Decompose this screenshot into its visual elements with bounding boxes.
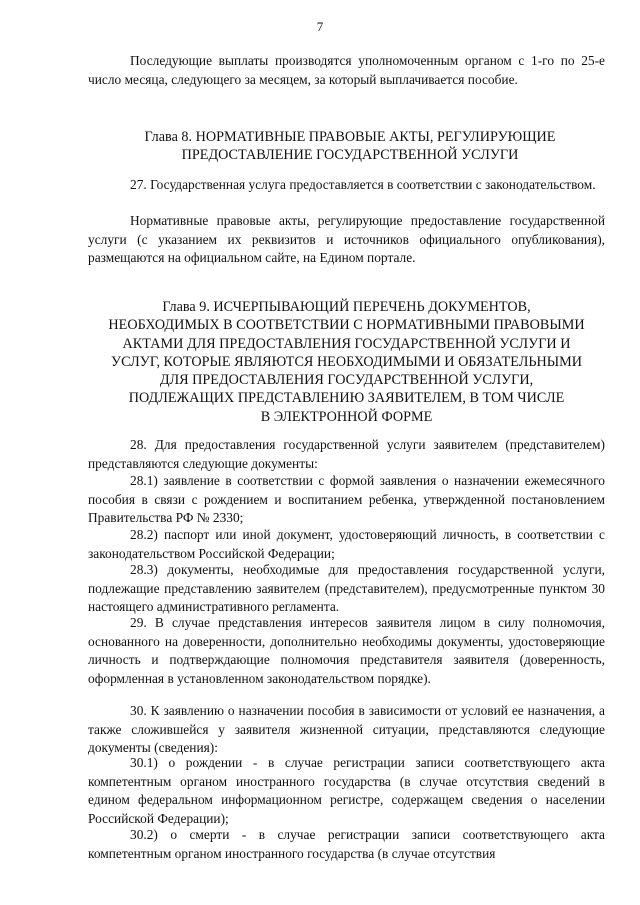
chapter9-title-line: Глава 9. ИСЧЕРПЫВАЮЩИЙ ПЕРЕЧЕНЬ ДОКУМЕНТОВ, (162, 299, 531, 315)
chapter9-title-line: ПОДЛЕЖАЩИХ ПРЕДСТАВЛЕНИЮ ЗАЯВИТЕЛЕМ, В ТОМ ЧИСЛЕ (128, 390, 565, 407)
chapter9-title-line: В ЭЛЕКТРОННОЙ ФОРМЕ (260, 408, 433, 425)
chapter9-title-line: НЕОБХОДИМЫХ В СООТВЕТСТВИИ С НОРМАТИВНЫМИ ПРАВОВЫМИ (108, 317, 585, 334)
paragraph-28-3: 28.3) документы, необходимые для предоставления государственной услуги, подлежащие представлению заявителем (представителем), предусмотренные пунктом 30 настоящего административного регламента. (88, 562, 605, 614)
paragraph-28: 28. Для предоставления государственной услуги заявителем (представителем) представляются следующие документы: (88, 437, 605, 471)
paragraph-28-1: 28.1) заявление в соответствии с формой заявления о назначении ежемесячного пособия в связи с рождением и воспитанием ребенка, утвержденной постановлением Правительства РФ № 2330; (88, 473, 605, 525)
chapter9-heading (88, 298, 605, 426)
paragraph-30-2: 30.2) о смерти - в случае регистрации записи соответствующего акта компетентным органом иностранного государства (в случае отсутствия (88, 827, 605, 861)
paragraph-29: 29. В случае представления интересов заявителя лицом в силу полномочия, основанного на доверенности, дополнительно необходимы документы, удостоверяющие личность и подтверждающие полномочия представителя заявителя (доверенность, оформленная в установленном законодательством порядке). (88, 615, 605, 686)
paragraph-legal-acts: Нормативные правовые акты, регулирующие предоставление государственной услуги (с указанием их реквизитов и источников официального опубликования), размещаются на официальном сайте, на Едином портале. (88, 213, 605, 265)
intro-paragraph: Последующие выплаты производятся уполномоченным органом с 1-го по 25-е число месяца, следующего за месяцем, за который выплачивается пособие. (88, 53, 605, 87)
page-number: 7 (316, 19, 324, 34)
chapter8-title-line2: ПРЕДОСТАВЛЕНИЕ ГОСУДАРСТВЕННОЙ УСЛУГИ (181, 147, 519, 163)
paragraph-27: 27. Государственная услуга предоставляется в соответствии с законодательством. (130, 177, 596, 192)
paragraph-30: 30. К заявлению о назначении пособия в зависимости от условий ее назначения, а также сложившейся у заявителя жизненной ситуации, представляются следующие документы (сведения): (88, 703, 605, 755)
chapter9-title-line: УСЛУГ, КОТОРЫЕ ЯВЛЯЮТСЯ НЕОБХОДИМЫМИ И ОБЯЗАТЕЛЬНЫМИ (111, 353, 582, 370)
paragraph-28-2: 28.2) паспорт или иной документ, удостоверяющий личность, в соответствии с законодательством Российской Федерации; (88, 527, 605, 561)
chapter9-title-line: ДЛЯ ПРЕДОСТАВЛЕНИЯ ГОСУДАРСТВЕННОЙ УСЛУГИ, (159, 372, 534, 389)
paragraph-30-1: 30.1) о рождении - в случае регистрации записи соответствующего акта компетентным органом иностранного государства (в случае отсутствия сведений в едином федеральном информационном регистре, содержащем сведения о населении Российской Федерации); (88, 755, 605, 826)
chapter9-title-line: АКТАМИ ДЛЯ ПРЕДОСТАВЛЕНИЯ ГОСУДАРСТВЕННОЙ УСЛУГИ И (122, 335, 571, 352)
chapter8-heading (100, 128, 600, 164)
chapter8-title-line1: Глава 8. НОРМАТИВНЫЕ ПРАВОВЫЕ АКТЫ, РЕГУЛИРУЮЩИЕ (144, 129, 556, 145)
